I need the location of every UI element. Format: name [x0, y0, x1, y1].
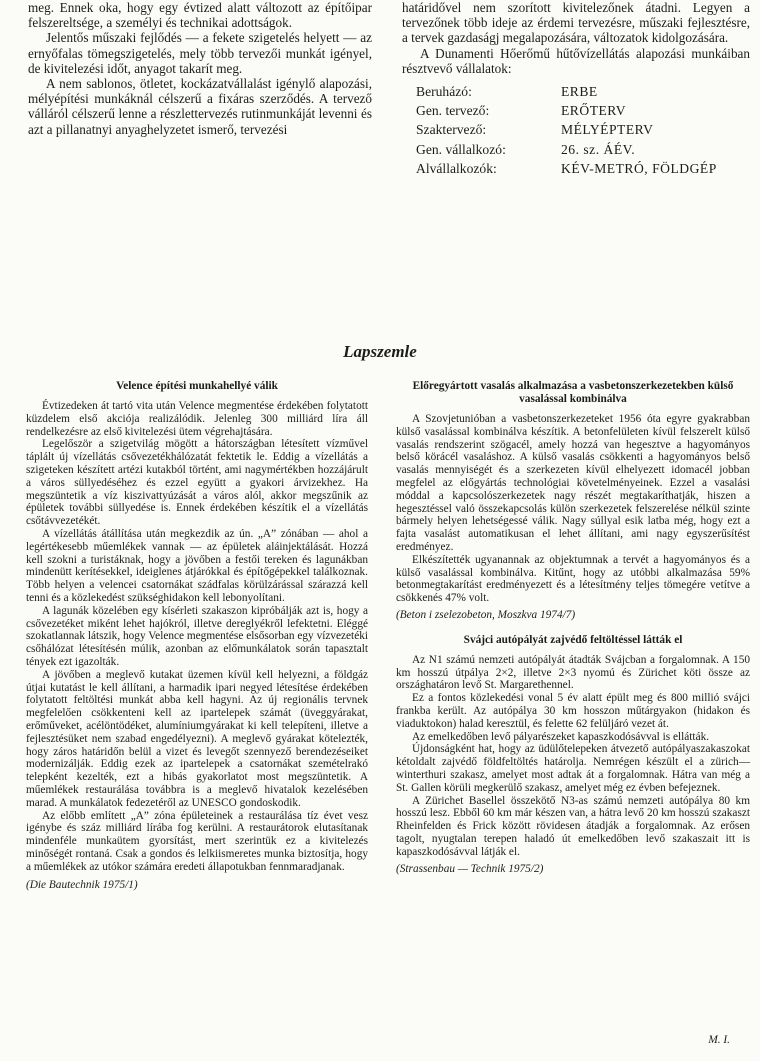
company-cell: 26. sz. ÁÉV.: [561, 141, 636, 157]
role-cell: Gen. tervező:: [416, 103, 490, 119]
role-cell: Beruházó:: [416, 84, 472, 100]
role-cell: Gen. vállalkozó:: [416, 141, 506, 157]
paragraph: Évtizedeken át tartó vita után Velence megmentése érdekében folytatott küzdelem első akciója realizálódik. Jelenleg 300 milliárd líra áll rendelkezésre az első kivitelezési ütem végrehajtására.: [26, 400, 368, 438]
paragraph: A Szovjetunióban a vasbetonszerkezeteket 1956 óta egyre gyakrabban külső vasalással kombinálva készítik. A betonfelületen kívül felszerelt külső vasalás rendszerint szögacél, amely hozzá van hegesztve a hagyományos belső körácél vasaláshoz. A külső vasalás csökkenti a hagyományos belső vasalás mennyiségét és a szerkezeten kívül elhelyezett idomacél jobban megfelel az előgyártás technológiai követelményeinek. Ezzel a vasalási móddal a kapcsolószerkezetek nagy részét megtakaríthatják, hiszen a hegesztéssel való összekapcsolás külön szerkezetek felszerelése nélkül szinte bármely helyen lehetségessé válik. Nagy súllyal esik latba még, hogy ezt a fajta vasalást automatikusan el lehet állítani, ami nagy egyszerűsítést eredményez.: [396, 413, 750, 553]
paragraph: meg. Ennek oka, hogy egy évtized alatt változott az építőipar felszereltsége, a személyi és technikai adottságok.: [28, 0, 372, 31]
company-cell: KÉV-METRÓ, FÖLDGÉP: [561, 160, 717, 176]
company-cell: ERŐTERV: [561, 103, 627, 119]
paragraph: A Dunamenti Hőerőmű hűtővízellátás alapozási munkáiban résztvevő vállalatok:: [402, 45, 750, 76]
source-citation: (Beton i zselezobeton, Moszkva 1974/7): [396, 608, 576, 621]
table-row: [416, 140, 717, 159]
company-cell: MÉLYÉPTERV: [561, 122, 654, 138]
right-article-column: [396, 380, 750, 875]
table-row: [416, 159, 717, 178]
paragraph: Az előbb említett „A” zóna épületeinek a restaurálása tíz évet vesz igénybe és száz milliárd lírába fog kerülni. A restaurátorok elutasítanak mindenféle munkaütem gyorsítást, mert szerintük ez a kivitelezés minőségét rontaná. Csak a gondos és lelkiismeretes munka biztosítja, hogy a műemlékek az utókor számára eredeti állapotukban fennmaradjanak.: [26, 809, 368, 873]
article-title: Előregyártott vasalás alkalmazása a vasbetonszerkezetekben külső vasalással kombinálva: [412, 380, 734, 405]
article-title: Svájci autópályát zajvédő feltöltéssel látták el: [463, 633, 683, 646]
left-article-column: [26, 380, 368, 892]
paragraph: Az N1 számú nemzeti autópályát átadták Svájcban a forgalomnak. A 150 km hosszú útpálya 2×2, illetve 2×3 nyomú és Zürichet köti össze az országhatáron levő St. Margarethennel.: [396, 653, 750, 692]
company-cell: ERBE: [561, 84, 598, 100]
paragraph: A jövőben a meglevő kutakat üzemen kívül kell helyezni, a földgáz útjai kutatást le kell állítani, a harmadik ipari negyed létesítése érdekében folytatott feltöltési munkát abba kell hagyni. Az új regionális tervnek megfelelően csökkenteni kell az ipartelepek számát (üveggyárakat, erőműveket, acélöntödéket, alumíniumgyárakat ki kell telepíteni, illetve a fejlesztésüket nem szabad engedélyezni). A meglevő gyárakat kötelezték, hogy záros határidőn belül a vizet és levegőt szennyező berendezéseiket modernizálják. Eddig ezek az ipartelepek a csatornákat szemételrakó telepként kezelték, ezt a hibás gyakorlatot most megszüntetik. A műemlékek restaurálása továbbra is a meglevő hivatalok kezelésében marad. A munkálatok fedezetéről az UNESCO gondoskodik.: [26, 668, 368, 809]
paragraph: Elkészítették ugyanannak az objektumnak a tervét a hagyományos és a külső vasalással kombinálva. Kitűnt, hogy az utóbbi alkalmazása 59% betonmegtakarítást eredményezett és a létesítmény teljes tömegére vetítve a csökkenés 47% volt.: [396, 553, 750, 605]
role-cell: Alvállalkozók:: [416, 160, 497, 176]
top-left-column: [28, 0, 372, 137]
table-row: [416, 82, 717, 101]
paragraph: Az emelkedőben levő pályarészeket kapaszkodósávval is ellátták.: [412, 730, 710, 743]
paragraph: Jelentős műszaki fejlődés — a fekete szigetelés helyett — az ernyőfalas tömegszigetelés, mely több tervezői munkát igényel, de kivitelezési időt, anyagot takarít meg.: [28, 30, 372, 76]
paragraph: A Zürichet Basellel összekötő N3-as számú nemzeti autópálya 80 km hosszú lesz. Ebből 60 km már készen van, a hátra levő 20 km hosszú szakaszt Rheinfelden és Frick között rövidesen átadják a forgalomnak. Az erősen tagolt, nyugtalan terepen haladó út emelkedőben levő szakaszait itt is kapaszkodósávval látják el.: [396, 794, 750, 858]
paragraph: határidővel nem szorított kivitelezőnek átadni. Legyen a tervezőnek több ideje az érdemi tervezésre, műszaki fejlesztésre, a tervek gazdaságj megalapozására, változatok kidolgozására.: [402, 0, 750, 46]
paragraph: Újdonságként hat, hogy az üdülőtelepeken átvezető autópályaszakaszokat kétoldalt zajvédő földfeltöltés határolja. Nemrégen készült el a zürich—winterthuri szakasz, amelyet most adtak át a forgalomnak. Hátra van még a St. Gallen körüli megkerülő szakasz, amelyet még ez évben befejeznek.: [396, 743, 750, 794]
source-citation: (Die Bautechnik 1975/1): [26, 879, 138, 892]
table-row: [416, 120, 717, 139]
source-citation: (Strassenbau — Technik 1975/2): [396, 862, 544, 875]
section-heading: Lapszemle: [343, 342, 417, 361]
paragraph: A vízellátás átállítása után megkezdik az ún. „A” zónában — ahol a legértékesebb műemlékek vannak — az épületek aláinjektálását. Hozzá kell szokni a turistáknak, hogy a jövőben a festői tereken és lagunákban mindenütt kerítésekkel, ideiglenes átjárókkal és építőgépekkel találkoznak. Több helyen a velencei csatornákat szádfalas körülzárással szárazzá kell tenni és a közlekedést szükséghidakon kell lebonyolítani.: [26, 527, 368, 604]
paragraph: A nem sablonos, ötletet, kockázatvállalást igénylő alapozási, mélyépítési munkáknál célszerű a fixáras szerződés. A tervező válláról célszerű lenne a részlettervezés rutinmunkáját levenni és azt a pillanatnyi anyaghelyzetet ismerő, tervezési: [28, 76, 372, 137]
paragraph: Ez a fontos közlekedési vonal 5 év alatt épült meg és 800 millió svájci frankba került. Az autópálya 30 km hosszon műtárgyakon (hidakon és viaduktokon) halad keresztül, és felette 62 felüljáró vezet át.: [396, 692, 750, 730]
table-row: [416, 101, 717, 120]
top-right-column: [402, 0, 750, 178]
paragraph: Legelőször a szigetvilág mögött a hátországban létesített vízművel táplált új vízellátás csővezetékhálózatát fektetik le. Eddig a vízellátás a szigeteken készített artézi kutakból történt, ami nagymértékben hozzájárult a város süllyedéséhez és ezzel együtt a gyakori árvizekhez. Ha megszüntetik a víz kiszivattyúzását a város alól, akkor megszűnik az épületek további süllyedése is. Ennek érdekében készítik el a vízellátás csőtávvezetékét.: [26, 438, 368, 528]
role-cell: Szaktervező:: [416, 122, 487, 138]
author-signature: M. I.: [708, 1034, 730, 1046]
article-title: Velence építési munkahellyé válik: [116, 380, 278, 392]
continued-article: [0, 0, 760, 222]
participants-table: [416, 82, 717, 178]
paragraph: A lagunák közelében egy kísérleti szakaszon kipróbálják azt is, hogy a csővezetéket miként lehet hajókról, illetve dereglyékről lefektetni. Eléggé szokatlannak látszik, hogy Velence megmentése elsősorban egy vízvezetéki csőhálózat létesítésén múlik, azonban az előmunkálatok során tapasztalt tények ezt igazolták.: [26, 604, 368, 668]
